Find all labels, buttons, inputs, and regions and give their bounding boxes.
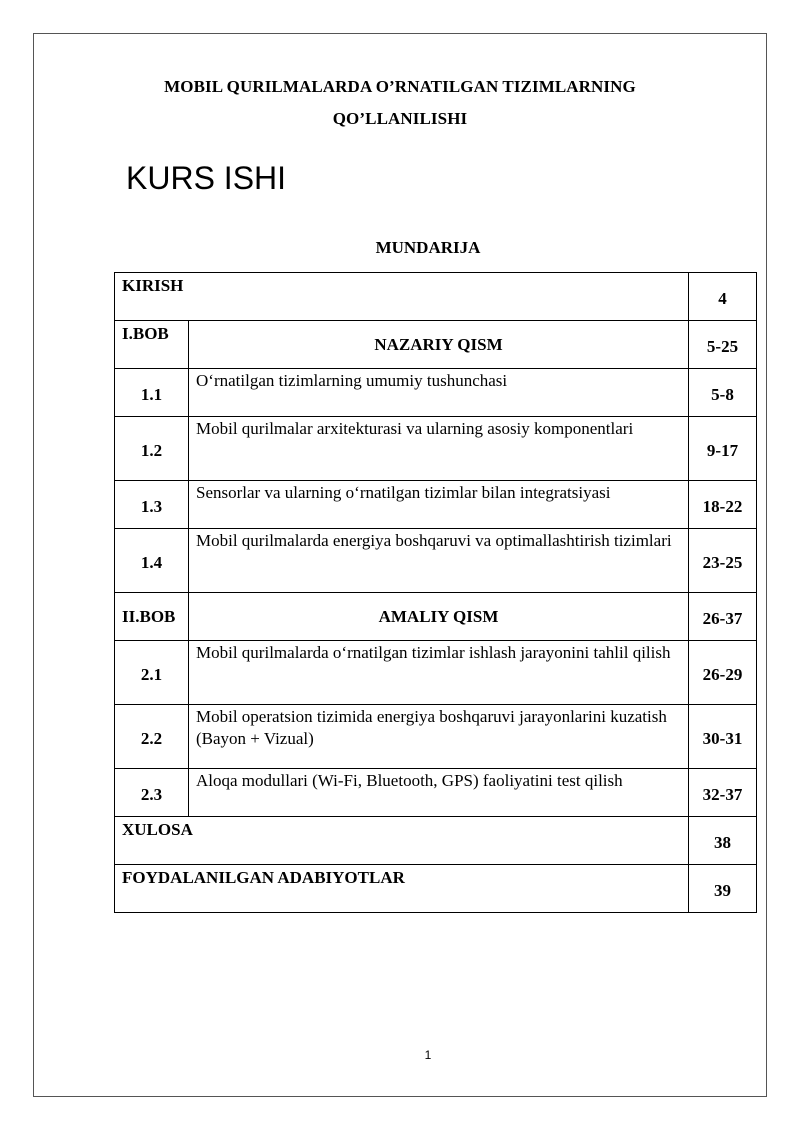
toc-xulosa-label: XULOSA (115, 817, 689, 865)
page-number: 1 (424, 1048, 432, 1062)
toc-chapter2-pages: 26-37 (689, 593, 757, 641)
toc-section-title: Mobil qurilmalarda o‘rnatilgan tizimlar ishlash jarayonini tahlil qilish (189, 641, 689, 705)
toc-kirish-pages: 4 (689, 273, 757, 321)
toc-section-title: Mobil operatsion tizimida energiya boshqaruvi jarayonlarini kuzatish (Bayon + Vizual) (189, 705, 689, 769)
toc-section-number: 1.1 (115, 369, 189, 417)
toc-section-pages: 18-22 (689, 481, 757, 529)
toc-section-number: 1.3 (115, 481, 189, 529)
toc-section-title: Mobil qurilmalar arxitekturasi va ularning asosiy komponentlari (189, 417, 689, 481)
toc-row-section (115, 705, 757, 769)
toc-row-chapter1 (115, 321, 757, 369)
document-heading: KURS ISHI (126, 160, 287, 196)
toc-chapter1-pages: 5-25 (689, 321, 757, 369)
toc-row-section (115, 769, 757, 817)
toc-row-section (115, 529, 757, 593)
toc-chapter2-label: II.BOB (115, 593, 189, 641)
toc-heading: MUNDARIJA (375, 238, 481, 257)
toc-row-section (115, 369, 757, 417)
toc-section-number: 1.4 (115, 529, 189, 593)
toc-section-number: 2.1 (115, 641, 189, 705)
document-title-line-2: QO’LLANILISHI (332, 109, 468, 128)
toc-row-section (115, 417, 757, 481)
toc-row-section (115, 641, 757, 705)
toc-section-title: O‘rnatilgan tizimlarning umumiy tushunchasi (189, 369, 689, 417)
toc-row-section (115, 481, 757, 529)
toc-section-number: 1.2 (115, 417, 189, 481)
toc-chapter1-label: I.BOB (115, 321, 189, 369)
toc-section-pages: 26-29 (689, 641, 757, 705)
toc-row-kirish (115, 273, 757, 321)
toc-section-number: 2.3 (115, 769, 189, 817)
toc-section-pages: 5-8 (689, 369, 757, 417)
table-of-contents (114, 272, 757, 913)
toc-xulosa-pages: 38 (689, 817, 757, 865)
toc-section-number: 2.2 (115, 705, 189, 769)
toc-section-title: Sensorlar va ularning o‘rnatilgan tizimlar bilan integratsiyasi (189, 481, 689, 529)
toc-adabiyotlar-label: FOYDALANILGAN ADABIYOTLAR (115, 865, 689, 913)
toc-section-pages: 32-37 (689, 769, 757, 817)
toc-row-xulosa (115, 817, 757, 865)
toc-adabiyotlar-pages: 39 (689, 865, 757, 913)
toc-section-pages: 9-17 (689, 417, 757, 481)
toc-section-title: Aloqa modullari (Wi-Fi, Bluetooth, GPS) faoliyatini test qilish (189, 769, 689, 817)
toc-section-pages: 23-25 (689, 529, 757, 593)
toc-chapter2-title: AMALIY QISM (189, 593, 689, 641)
toc-section-pages: 30-31 (689, 705, 757, 769)
toc-kirish-label: KIRISH (115, 273, 689, 321)
toc-row-chapter2 (115, 593, 757, 641)
document-title-line-1: MOBIL QURILMALARDA O’RNATILGAN TIZIMLARNING (164, 77, 636, 96)
toc-row-adabiyotlar (115, 865, 757, 913)
toc-chapter1-title: NAZARIY QISM (189, 321, 689, 369)
toc-section-title: Mobil qurilmalarda energiya boshqaruvi va optimallashtirish tizimlari (189, 529, 689, 593)
